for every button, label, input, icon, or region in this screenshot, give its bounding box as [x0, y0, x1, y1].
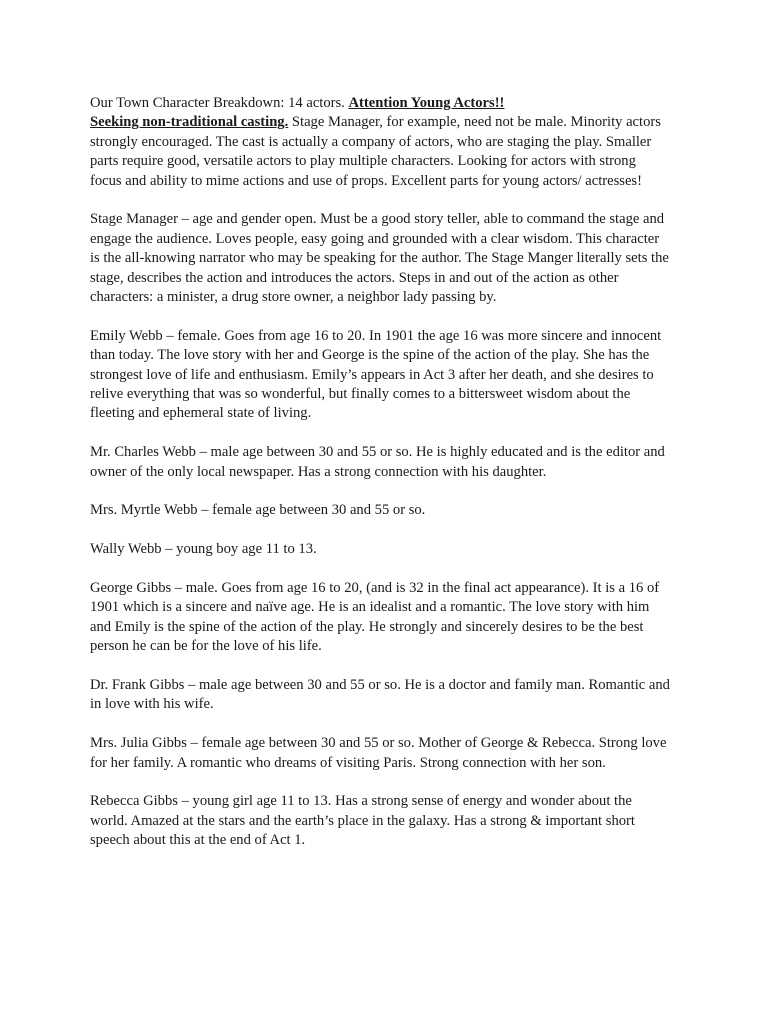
character-myrtle-webb: Mrs. Myrtle Webb – female age between 30 and 55 or so. [90, 502, 426, 519]
character-wally-webb: Wally Webb – young boy age 11 to 13. [90, 541, 317, 558]
character-charles-webb: Mr. Charles Webb – male age between 30 and 55 or so. He is highly educated and is the editor and owner of the only local newspaper. Has a strong connection with his daughter. [90, 444, 665, 480]
attention-callout: Attention Young Actors!! [348, 95, 505, 111]
seeking-callout: Seeking non-traditional casting. [90, 114, 289, 131]
intro-paragraph [90, 94, 670, 191]
character-emily-webb: Emily Webb – female. Goes from age 16 to 20. In 1901 the age 16 was more sincere and innocent than today. The love story with her and George is the spine of the action of the play. She has the strongest love of life and enthusiasm. Emily’s appears in Act 3 after her death, and she desires to relive everything that was so wonderful, but finally comes to a bittersweet wisdom about the fleeting and ephemeral state of living. [90, 327, 662, 422]
character-stage-manager: Stage Manager – age and gender open. Must be a good story teller, able to command the stage and engage the audience. Loves people, easy going and grounded with a clear wisdom. This character is the all-knowing narrator who may be speaking for the author. The Stage Manger literally sets the stage, describes the action and introduces the actors. Steps in and out of the action as other characters: a minister, a drug store owner, a neighbor lady passing by. [90, 211, 669, 306]
character-frank-gibbs: Dr. Frank Gibbs – male age between 30 and 55 or so. He is a doctor and family man. Romantic and in love with his wife. [90, 677, 670, 713]
document-page [90, 94, 670, 870]
document-title: Our Town Character Breakdown: 14 actors. [90, 95, 349, 111]
character-george-gibbs: George Gibbs – male. Goes from age 16 to 20, (and is 32 in the final act appearance). It is a 16 of 1901 which is a sincere and naïve age. He is an idealist and a romantic. The love story with him and Emily is the spine of the action of the play. He strongly and sincerely desires to be the best person he can be for the love of his life. [90, 580, 660, 655]
intro-body: Stage Manager, for example, need not be male. Minority actors strongly encouraged. The cast is actually a company of actors, who are staging the play. Smaller parts require good, versatile actors to play multiple characters. Looking for actors with strong focus and ability to mime actions and use of props. Excellent parts for young actors/ actresses! [90, 114, 661, 189]
character-julia-gibbs: Mrs. Julia Gibbs – female age between 30 and 55 or so. Mother of George & Rebecca. Strong love for her family. A romantic who dreams of visiting Paris. Strong connection with her son. [90, 735, 667, 771]
character-rebecca-gibbs: Rebecca Gibbs – young girl age 11 to 13. Has a strong sense of energy and wonder about the world. Amazed at the stars and the earth’s place in the galaxy. Has a strong & important short speech about this at the end of Act 1. [90, 793, 635, 849]
